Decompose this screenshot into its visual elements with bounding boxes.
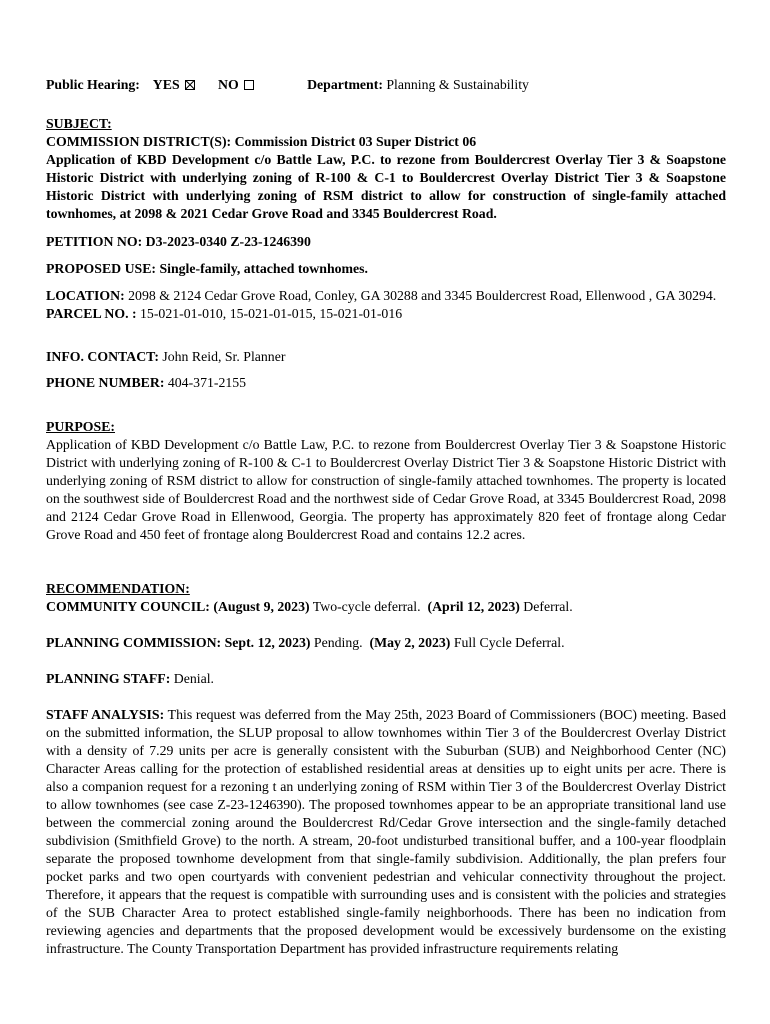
community-council-text2: Deferral. xyxy=(523,599,573,614)
community-council-text1: Two-cycle deferral. xyxy=(312,599,421,614)
planning-commission-line xyxy=(46,634,726,652)
planning-commission-label: PLANNING COMMISSION: xyxy=(46,635,222,650)
public-hearing-label: Public Hearing: xyxy=(46,77,140,92)
planning-commission-date2: (May 2, 2023) xyxy=(369,635,451,650)
community-council-label: COMMUNITY COUNCIL: xyxy=(46,599,210,614)
phone-value: 404-371-2155 xyxy=(167,375,247,390)
no-checkbox[interactable] xyxy=(244,80,254,90)
location-label: LOCATION: xyxy=(46,288,125,303)
contact-label: INFO. CONTACT: xyxy=(46,349,159,364)
staff-analysis-label: STAFF ANALYSIS: xyxy=(46,707,165,722)
location-block xyxy=(46,287,726,323)
subject-application: Application of KBD Development c/o Battle Law, P.C. to rezone from Bouldercrest Overlay Tier 3 & Soapstone Historic District with underlying zoning of R-100 & C-1 to Bouldercrest Overlay District Tier 3 & Soapstone Historic District with underlying zoning of RSM district to allow for construction of single-family attached townhomes, at 2098 & 2021 Cedar Grove Road and 3345 Bouldercrest Road. xyxy=(46,152,726,221)
parcel-label: PARCEL NO. : xyxy=(46,306,137,321)
planning-commission-text2: Full Cycle Deferral. xyxy=(453,635,565,650)
contact-value: John Reid, Sr. Planner xyxy=(162,349,286,364)
planning-staff-value: Denial. xyxy=(173,671,214,686)
purpose-section xyxy=(46,418,726,544)
proposed-use-label: PROPOSED USE: xyxy=(46,261,157,276)
header-line xyxy=(46,76,726,94)
planning-staff-label: PLANNING STAFF: xyxy=(46,671,171,686)
purpose-heading: PURPOSE: xyxy=(46,419,115,434)
purpose-text: Application of KBD Development c/o Battle Law, P.C. to rezone from Bouldercrest Overlay Tier 3 & Soapstone Historic District with underlying zoning of R-100 & C-1 to Bouldercrest Overlay District Tier 3 & Soapstone Historic District with underlying zoning of RSM district to allow for construction of single-family attached townhomes. The property is located on the southwest side of Bouldercrest Road and the northwest side of Cedar Grove Road, at 3345 Bouldercrest Road, 2098 and 2124 Cedar Grove Road in Ellenwood, Georgia. The property has approximately 820 feet of frontage along Cedar Grove Road and 450 feet of frontage along Bouldercrest Road and contains 12.2 acres. xyxy=(46,437,726,542)
petition-value: D3-2023-0340 Z-23-1246390 xyxy=(145,234,311,249)
department-label: Department: xyxy=(307,77,383,92)
petition-line xyxy=(46,233,726,251)
planning-staff-line xyxy=(46,670,726,688)
staff-analysis-section xyxy=(46,706,726,958)
petition-label: PETITION NO: xyxy=(46,234,143,249)
recommendation-heading: RECOMMENDATION: xyxy=(46,581,190,596)
commission-district: COMMISSION DISTRICT(S): Commission District 03 Super District 06 xyxy=(46,134,477,149)
community-council-line xyxy=(46,598,726,616)
community-council-date1: (August 9, 2023) xyxy=(213,599,310,614)
community-council-date2: (April 12, 2023) xyxy=(427,599,520,614)
planning-commission-date1: Sept. 12, 2023) xyxy=(224,635,311,650)
yes-label: YES xyxy=(152,77,180,92)
proposed-use-line xyxy=(46,260,726,278)
department-value: Planning & Sustainability xyxy=(386,77,529,92)
location-value: 2098 & 2124 Cedar Grove Road, Conley, GA 30288 and 3345 Bouldercrest Road, Ellenwood , GA 30294. xyxy=(128,288,717,303)
contact-line xyxy=(46,348,726,366)
no-label: NO xyxy=(218,77,239,92)
recommendation-section xyxy=(46,580,726,616)
phone-label: PHONE NUMBER: xyxy=(46,375,165,390)
subject-heading: SUBJECT: xyxy=(46,116,112,131)
phone-line xyxy=(46,374,726,392)
staff-analysis-text: This request was deferred from the May 25th, 2023 Board of Commissioners (BOC) meeting. Based on the submitted information, the SLUP proposal to allow townhomes within Tier 3 of the Bouldercrest Overlay District with a density of 7.29 units per acre is generally consistent with the Suburban (SUB) and Neighborhood Center (NC) Character Areas calling for the protection of established residential areas at densities up to eight units per acre. There is also a companion request for a rezoning t an underlying zoning of RSM within Tier 3 of the Bouldercrest Overlay District to allow townhomes (see case Z-23-1246390). The proposed townhomes appear to be an appropriate transitional land use between the commercial zoning around the Bouldercrest Rd/Cedar Grove intersection and the single-family detached subdivision (Smithfield Grove) to the north. A stream, 20-foot undisturbed transitional buffer, and a 100-year floodplain separate the proposed townhome development from that single-family subdivision. Additionally, the plan prefers four pocket parks and two open courtyards with convenient pedestrian and vehicular connectivity throughout the project. Therefore, it appears that the request is compatible with surrounding uses and is consistent with the policies and strategies of the SUB Character Area to protect established single-family neighborhoods. There has been no indication from reviewing agencies and departments that the proposed development would be excessively burdensome on the existing infrastructure. The County Transportation Department has provided infrastructure requirements relating xyxy=(46,707,726,956)
proposed-use-value: Single-family, attached townhomes. xyxy=(159,261,368,276)
subject-section xyxy=(46,115,726,223)
yes-checkbox[interactable] xyxy=(185,80,195,90)
planning-commission-text1: Pending. xyxy=(313,635,363,650)
parcel-value: 15-021-01-010, 15-021-01-015, 15-021-01-016 xyxy=(140,306,403,321)
